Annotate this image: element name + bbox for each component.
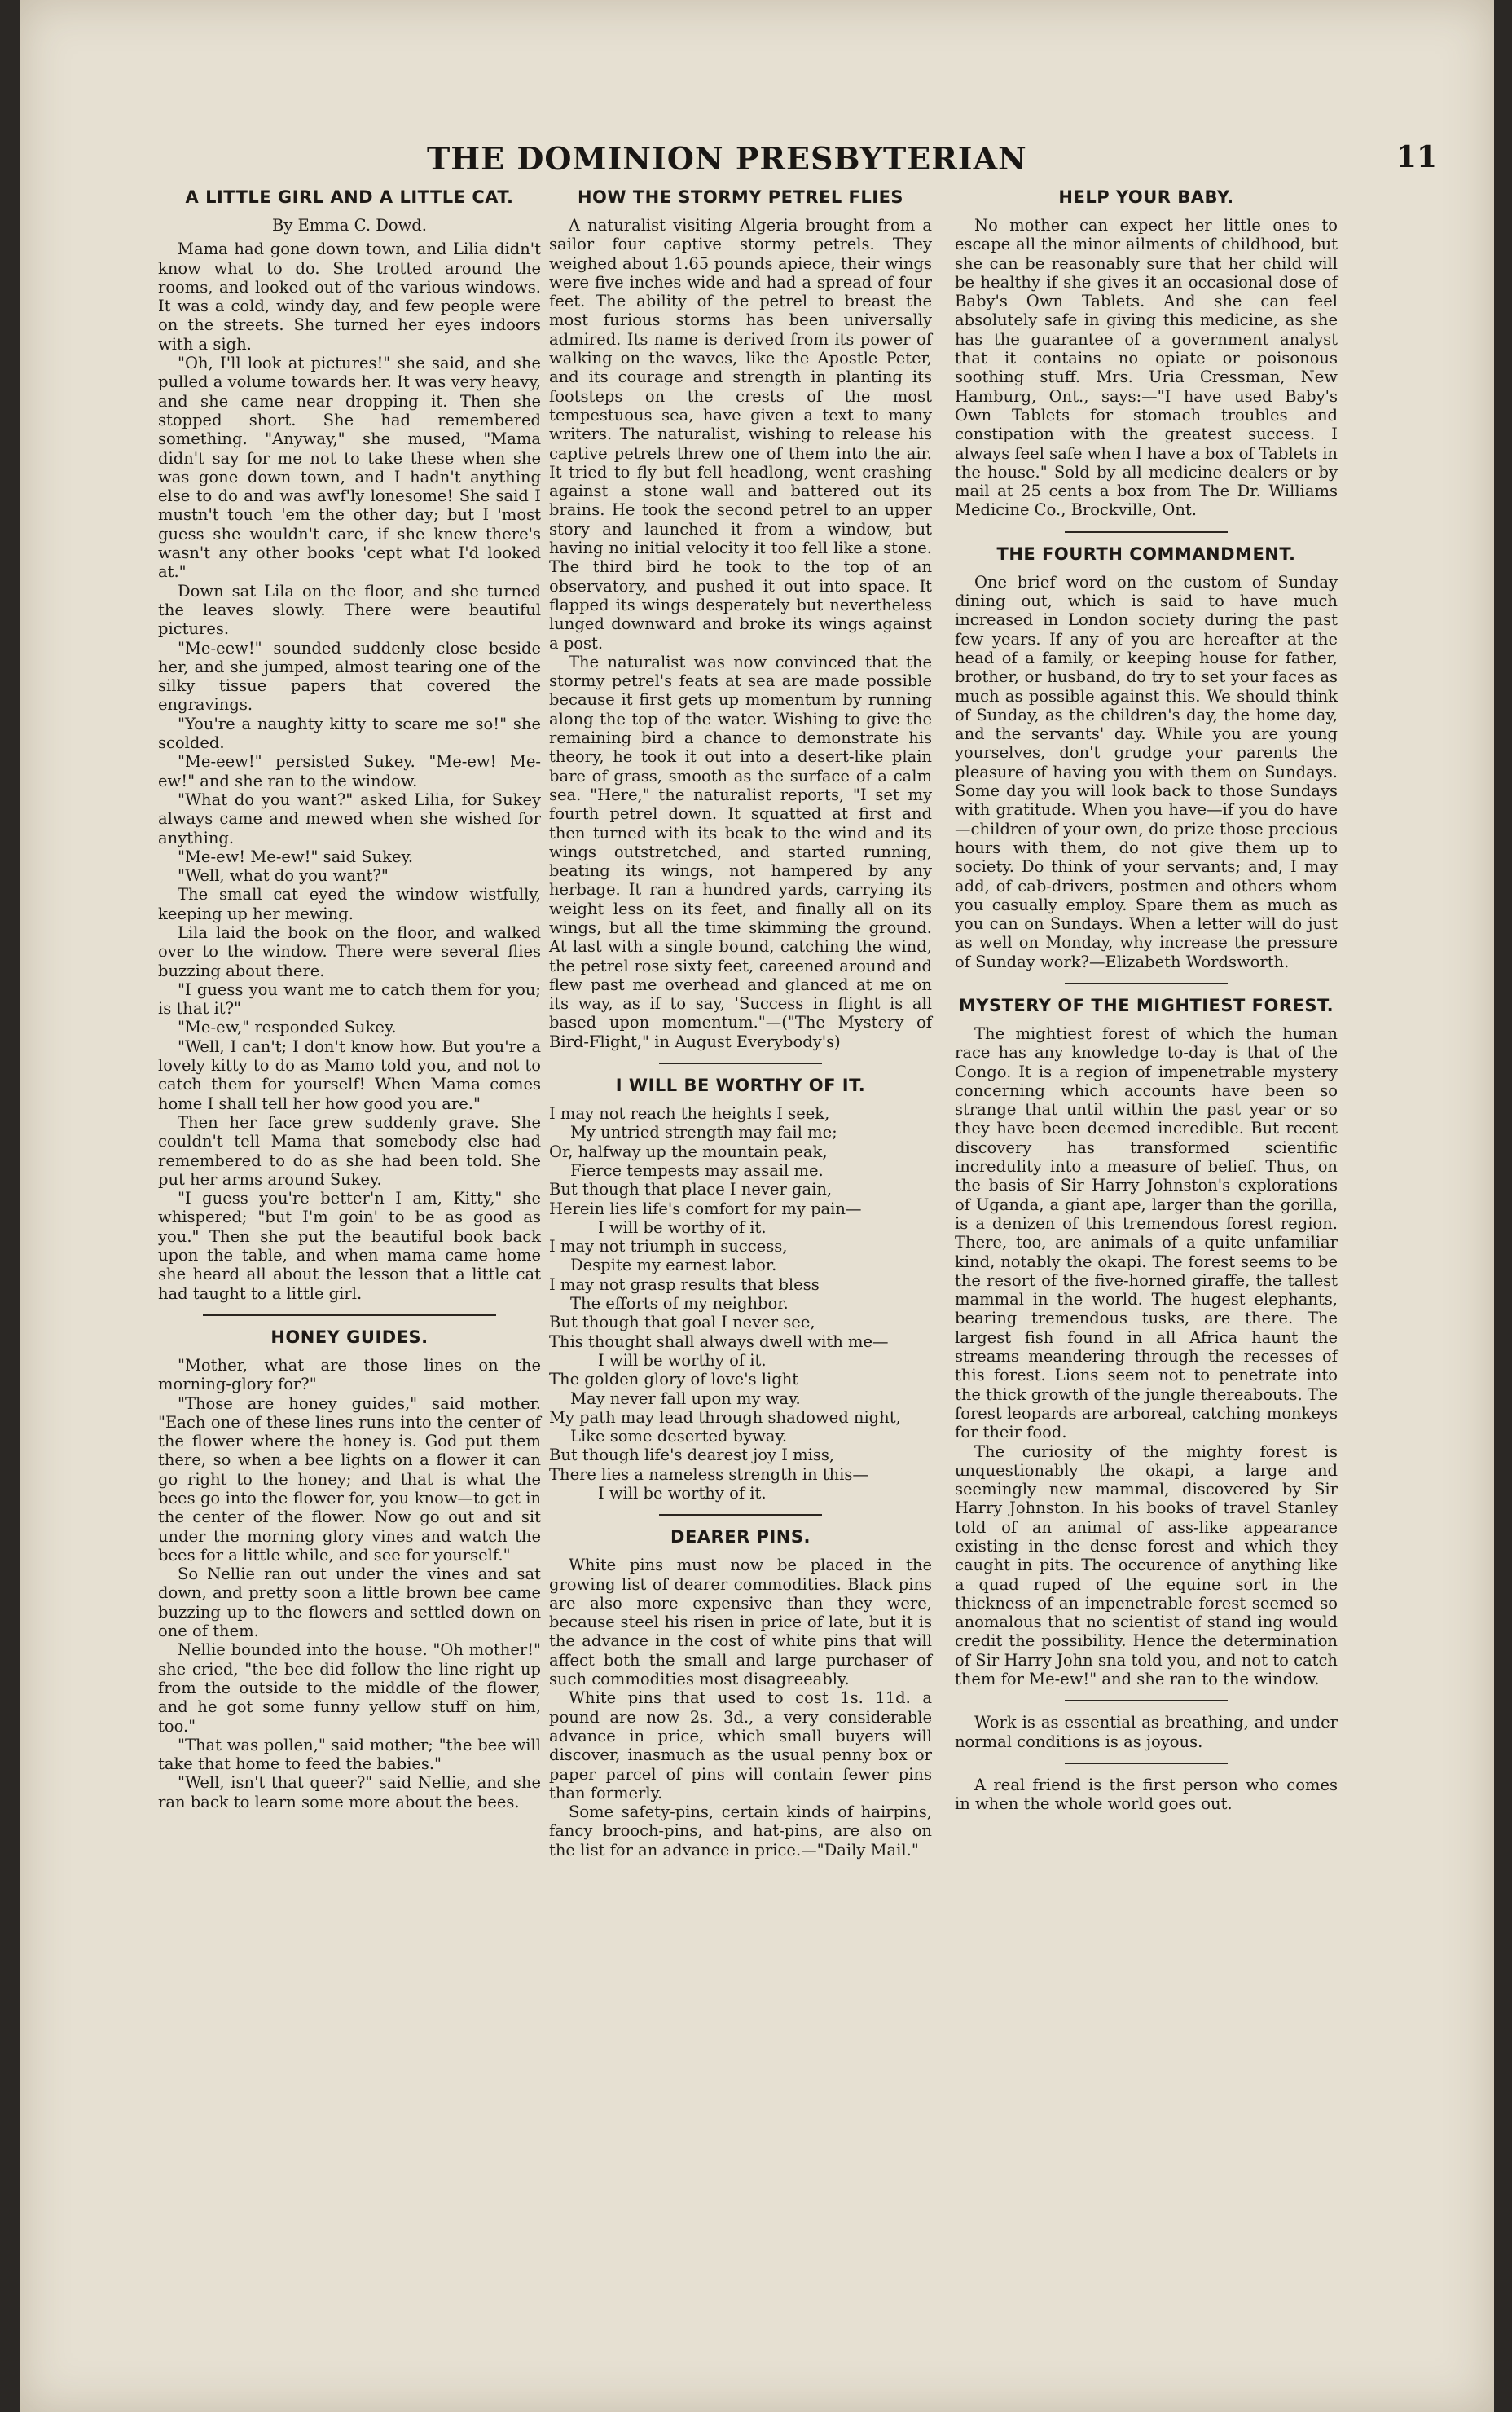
poem-body bbox=[549, 1104, 932, 1503]
paragraph: Nellie bounded into the house. "Oh mother!" she cried, "the bee did follow the line right up from the outside to the middle of the flower, and he got some funny yellow stuff on him, too." bbox=[158, 1640, 541, 1736]
paragraph: White pins that used to cost 1s. 11d. a pound are now 2s. 3d., a very considerable advance in price, which small buyers will discover, inasmuch as the usual penny box or paper parcel of pins will contain fewer pins than formerly. bbox=[549, 1688, 932, 1802]
poem-line: I will be worthy of it. bbox=[598, 1350, 767, 1370]
paragraph: One brief word on the custom of Sunday dining out, which is said to have much increased in London society during the past few years. If any of you are hereafter at the head of a family, or keeping house for father, brother, or husband, do try to set your faces as much as possible against this. We should think of Sunday, as the children's day, the home day, and the servants' day. While you are young yourselves, don't grudge your parents the pleasure of having you with them on Sundays. Some day you will look back to those Sundays with gratitude. When you have—if you do have—children of your own, do prize those precious hours with them, do not give them up to society. Do think of your servants; and, I may add, of cab-drivers, postmen and others whom you casually employ. Spare them as much as you can on Sundays. When a letter will do just as well on Monday, why increase the pressure of Sunday work?—Elizabeth Wordsworth. bbox=[955, 572, 1338, 971]
page-number: 11 bbox=[1396, 140, 1437, 174]
poem-line: The efforts of my neighbor. bbox=[570, 1294, 789, 1314]
paragraph: A naturalist visiting Algeria brought from a sailor four captive stormy petrels. They weighed about 1.65 pounds apiece, their wings were five inches wide and had a spread of four feet. The ability of the petrel to breast the most furious storms has been universally admired. Its name is derived from its power of walking on the waves, like the Apostle Peter, and its courage and strength in planting its footsteps on the crests of the most tempestuous sea, have given a text to many writers. The naturalist, wishing to release his captive petrels threw one of them into the air. It tried to fly but fell headlong, went crashing against a stone wall and battered out its brains. He took the second petrel to an upper story and launched it from a window, but having no initial velocity it too fell like a stone. The third bird he took to the top of an observatory, and pushed it out into space. It flapped its wings desperately but nevertheless lunged downward and broke its wings against a post. bbox=[549, 216, 932, 653]
filler-note-work: Work is as essential as breathing, and under normal conditions is as joyous. bbox=[955, 1713, 1338, 1751]
poem-line: This thought shall always dwell with me— bbox=[549, 1331, 889, 1351]
article-title-honey-guides: HONEY GUIDES. bbox=[270, 1327, 429, 1347]
paragraph: "Those are honey guides," said mother. "Each one of these lines runs into the center of the flower where the honey is. God put them there, so when a bee lights on a flower it can go right to the honey; and that is what the bees go into the flower for, you know—to get in the center of the flower. Now go out and sit under the morning glory vines and watch the bees for a little while, and see for yourself." bbox=[158, 1393, 541, 1565]
article-title-little-girl: A LITTLE GIRL AND A LITTLE CAT. bbox=[185, 187, 514, 207]
article-title-stormy-petrel: HOW THE STORMY PETREL FLIES bbox=[577, 187, 904, 207]
section-divider bbox=[1065, 983, 1228, 984]
article-body-mightiest-forest bbox=[955, 1024, 1338, 1688]
paragraph: "That was pollen," said mother; "the bee will take that home to feed the babies." bbox=[158, 1735, 541, 1774]
paragraph: Then her face grew suddenly grave. She couldn't tell Mama that somebody else had remembered to do as she had been told. She put her arms around Sukey. bbox=[158, 1112, 541, 1189]
section-divider bbox=[1065, 1763, 1228, 1764]
article-title-fourth-commandment: THE FOURTH COMMANDMENT. bbox=[996, 544, 1296, 564]
column-right bbox=[955, 184, 1338, 1814]
paragraph: "Well, isn't that queer?" said Nellie, and she ran back to learn some more about the bees. bbox=[158, 1773, 541, 1811]
poem-title: I WILL BE WORTHY OF IT. bbox=[615, 1076, 866, 1096]
paragraph: "I guess you want me to catch them for you; is that it?" bbox=[158, 979, 541, 1019]
paragraph: "Well, what do you want?" bbox=[178, 866, 389, 886]
poem-line: But though that place I never gain, bbox=[549, 1180, 833, 1199]
paragraph: Mama had gone down town, and Lilia didn't know what to do. She trotted around the rooms, and looked out of the various windows. It was a cold, windy day, and few people were on the streets. She turned her eyes indoors with a sigh. bbox=[158, 240, 541, 354]
paragraph: The curiosity of the mighty forest is unquestionably the okapi, a large and seemingly new mammal, discovered by Sir Harry Johnston. In his books of travel Stanley told of an animal of ass-like appearance existing in the dense forest and which they caught in pits. The occurence of anything like a quad ruped of the equine sort in the thickness of an impenetrable forest seemed so anomalous that no scientist of stand ing would credit the possibility. Hence the determination of Sir Harry John sna told you, and not to catch them for Me-ew!" and she ran to the window. bbox=[955, 1441, 1338, 1689]
paragraph: "Me-ew! Me-ew!" said Sukey. bbox=[178, 847, 414, 866]
article-title-dearer-pins: DEARER PINS. bbox=[670, 1527, 811, 1547]
paragraph: The mightiest forest of which the human race has any knowledge to-day is that of the Congo. It is a region of impenetrable mystery concerning which accounts have been so strange that until within the past year or so they have been deemed incredible. But recent discovery has transformed scientific incredulity into a measure of belief. Thus, on the basis of Sir Harry Johnston's explorations of Uganda, a giant ape, larger than the gorilla, is a denizen of this tremendous forest region. There, too, are animals of a quite unfamiliar kind, notably the okapi. The forest seems to be the resort of the five-horned giraffe, the tallest mammal in the world. The hugest elephants, bearing tremendous tusks, are there. The largest fish found in all Africa haunt the streams meandering through the recesses of this forest. Lions seem not to penetrate into the thick growth of the jungle thereabouts. The forest leopards are arboreal, catching monkeys for their food. bbox=[955, 1023, 1338, 1442]
article-body-dearer-pins bbox=[549, 1556, 932, 1860]
poem-line: I may not reach the heights I seek, bbox=[549, 1104, 830, 1124]
paragraph: "Me-eew!" persisted Sukey. "Me-ew! Me-ew!" and she ran to the window. bbox=[158, 752, 541, 790]
poem-line: Herein lies life's comfort for my pain— bbox=[549, 1199, 862, 1218]
article-body-little-girl bbox=[158, 240, 541, 1303]
poem-line: Like some deserted byway. bbox=[570, 1427, 788, 1446]
paragraph: "Oh, I'll look at pictures!" she said, and she pulled a volume towards her. It was very heavy, and she came near dropping it. Then she stopped short. She had remembered something. "Anyway," she mused, "Mama didn't say for me not to take these when she was gone down town, and I hadn't anything else to do and was awf'ly lonesome! She said I mustn't touch 'em the other day; but I 'most guess she wouldn't care, if she knew there's wasn't any other books 'cept what I'd looked at." bbox=[158, 354, 541, 582]
article-title-help-your-baby: HELP YOUR BABY. bbox=[1058, 187, 1234, 207]
column-left bbox=[158, 184, 541, 1811]
paragraph: "Mother, what are those lines on the morning-glory for?" bbox=[158, 1355, 541, 1394]
section-divider bbox=[659, 1063, 822, 1064]
poem-line: I will be worthy of it. bbox=[598, 1484, 767, 1503]
poem-line: My untried strength may fail me; bbox=[570, 1123, 837, 1142]
paragraph: "Me-ew," responded Sukey. bbox=[178, 1018, 397, 1037]
paragraph: No mother can expect her little ones to escape all the minor ailments of childhood, but she can be reasonably sure that her child will be healthy if she gives it an occasional dose of Baby's Own Tablets. And she can feel absolutely safe in giving this medicine, as she has the guarantee of a government analyst that it contains no opiate or poisonous soothing stuff. Mrs. Uria Cressman, New Hamburg, Ont., says:—"I have used Baby's Own Tablets for stomach troubles and constipation with the greatest success. I always feel safe when I have a box of Tablets in the house." Sold by all medicine dealers or by mail at 25 cents a box from The Dr. Williams Medicine Co., Brockville, Ont. bbox=[955, 216, 1338, 520]
poem-line: My path may lead through shadowed night, bbox=[549, 1407, 901, 1427]
article-body-honey-guides bbox=[158, 1356, 541, 1811]
article-body-stormy-petrel bbox=[549, 216, 932, 1051]
section-divider bbox=[1065, 1700, 1228, 1701]
paragraph: The small cat eyed the window wistfully, keeping up her mewing. bbox=[158, 885, 541, 923]
article-body-fourth-commandment bbox=[955, 573, 1338, 971]
poem-line: Or, halfway up the mountain peak, bbox=[549, 1142, 828, 1161]
poem-line: I will be worthy of it. bbox=[598, 1217, 767, 1237]
page-title: THE DOMINION PRESBYTERIAN bbox=[427, 140, 1027, 177]
paragraph: So Nellie ran out under the vines and sat down, and pretty soon a little brown bee came buzzing up to the flowers and settled down on one of them. bbox=[158, 1565, 541, 1641]
article-body-help-your-baby bbox=[955, 216, 1338, 520]
poem-line: I may not grasp results that bless bbox=[549, 1274, 820, 1294]
paragraph: "Me-eew!" sounded suddenly close beside her, and she jumped, almost tearing one of the silky tissue papers that covered the engravings. bbox=[158, 638, 541, 715]
paragraph: The naturalist was now convinced that the stormy petrel's feats at sea are made possible because it first gets up momentum by running along the top of the water. Wishing to give the remaining bird a chance to demonstrate his theory, he took it out into a desert-like plain bare of grass, smooth as the surface of a calm sea. "Here," the naturalist reports, "I set my fourth petrel down. It squatted at first and then turned with its beak to the wind and its wings outstretched, and started running, beating its wings, not hampered by any herbage. It ran a hundred yards, carrying its weight less on its feet, and finally all on its wings, but all the time skimming the ground. At last with a single bound, catching the wind, the petrel rose sixty feet, careened around and flew past me overhead and glanced at me on its way, as if to say, 'Success in flight is all based upon momentum."—("The Mystery of Bird-Flight," in August Everybody's) bbox=[549, 652, 932, 1051]
poem-line: But though that goal I never see, bbox=[549, 1313, 815, 1332]
poem-line: May never fall upon my way. bbox=[570, 1389, 801, 1408]
article-title-mightiest-forest: MYSTERY OF THE MIGHTIEST FOREST. bbox=[958, 995, 1334, 1015]
paragraph: "I guess you're better'n I am, Kitty," she whispered; "but I'm goin' to be as good as you." Then she put the beautiful book back upon the table, and when mama came home she heard all about the lesson that a little cat had taught to a little girl. bbox=[158, 1189, 541, 1303]
article-byline: By Emma C. Dowd. bbox=[272, 216, 427, 235]
column-middle bbox=[549, 184, 932, 1860]
paragraph: Lila laid the book on the floor, and walked over to the window. There were several flies buzzing about there. bbox=[158, 922, 541, 980]
poem-line: I may not triumph in success, bbox=[549, 1237, 788, 1257]
poem-line: Fierce tempests may assail me. bbox=[570, 1160, 824, 1180]
poem-line: Despite my earnest labor. bbox=[570, 1256, 777, 1275]
section-divider bbox=[203, 1314, 496, 1316]
paragraph: "Well, I can't; I don't know how. But you're a lovely kitty to do as Mamo told you, and not to catch them for yourself! When Mama comes home I shall tell her how good you are." bbox=[158, 1037, 541, 1113]
paragraph: Down sat Lila on the floor, and she turned the leaves slowly. There were beautiful pictures. bbox=[158, 581, 541, 639]
filler-note-friend: A real friend is the first person who comes in when the whole world goes out. bbox=[955, 1775, 1338, 1814]
poem-line: The golden glory of love's light bbox=[549, 1370, 799, 1389]
paragraph: "What do you want?" asked Lilia, for Sukey always came and mewed when she wished for anything. bbox=[158, 790, 541, 847]
paragraph: "You're a naughty kitty to scare me so!" she scolded. bbox=[158, 714, 541, 753]
section-divider bbox=[659, 1514, 822, 1516]
poem-line: There lies a nameless strength in this— bbox=[549, 1464, 868, 1484]
paragraph: White pins must now be placed in the growing list of dearer commodities. Black pins are also more expensive than they were, because steel his risen in price of late, but it is the advance in the cost of white pins that will affect both the small and large purchaser of such commodities most disagreeably. bbox=[549, 1556, 932, 1689]
poem-line: But though life's dearest joy I miss, bbox=[549, 1446, 835, 1465]
paragraph: Some safety-pins, certain kinds of hairpins, fancy brooch-pins, and hat-pins, are also on the list for an advance in price.—"Daily Mail." bbox=[549, 1802, 932, 1860]
section-divider bbox=[1065, 531, 1228, 533]
newspaper-page bbox=[20, 0, 1494, 2412]
